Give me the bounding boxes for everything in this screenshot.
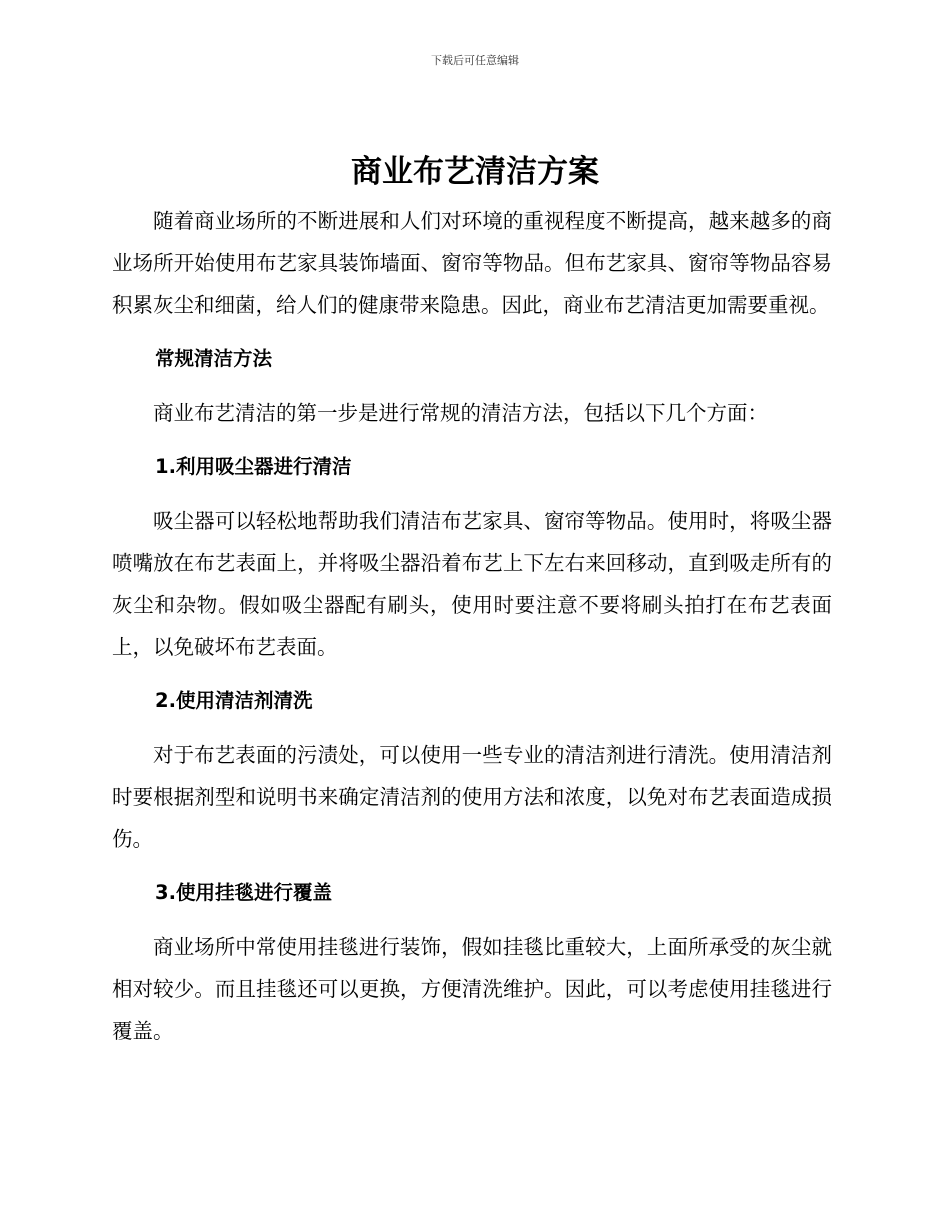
section-heading-tapestry: 3.使用挂毯进行覆盖 [155,881,332,904]
section-heading-detergent: 2.使用清洁剂清洗 [155,689,313,712]
vacuum-paragraph: 吸尘器可以轻松地帮助我们清洁布艺家具、窗帘等物品。使用时，将吸尘器喷嘴放在布艺表面上，并将吸尘器沿着布艺上下左右来回移动，直到吸走所有的灰尘和杂物。假如吸尘器配有刷头，使用时要注意不要将刷头拍打在布艺表面上，以免破坏布艺表面。 [112,509,832,659]
document-body [112,200,832,1052]
section-heading-regular-cleaning: 常规清洁方法 [155,347,273,370]
intro-paragraph: 随着商业场所的不断进展和人们对环境的重视程度不断提高，越来越多的商业场所开始使用布艺家具装饰墙面、窗帘等物品。但布艺家具、窗帘等物品容易积累灰尘和细菌，给人们的健康带来隐患。因此，商业布艺清洁更加需要重视。 [112,209,832,317]
regular-cleaning-paragraph: 商业布艺清洁的第一步是进行常规的清洁方法，包括以下几个方面： [153,401,768,425]
section-heading-vacuum: 1.利用吸尘器进行清洁 [155,455,352,478]
document-title: 商业布艺清洁方案 [351,154,599,190]
page-header: 下载后可任意编辑 [431,54,519,67]
detergent-paragraph: 对于布艺表面的污渍处，可以使用一些专业的清洁剂进行清洗。使用清洁剂时要根据剂型和说明书来确定清洁剂的使用方法和浓度，以免对布艺表面造成损伤。 [112,743,832,851]
tapestry-paragraph: 商业场所中常使用挂毯进行装饰，假如挂毯比重较大，上面所承受的灰尘就相对较少。而且挂毯还可以更换，方便清洗维护。因此，可以考虑使用挂毯进行覆盖。 [112,935,832,1043]
